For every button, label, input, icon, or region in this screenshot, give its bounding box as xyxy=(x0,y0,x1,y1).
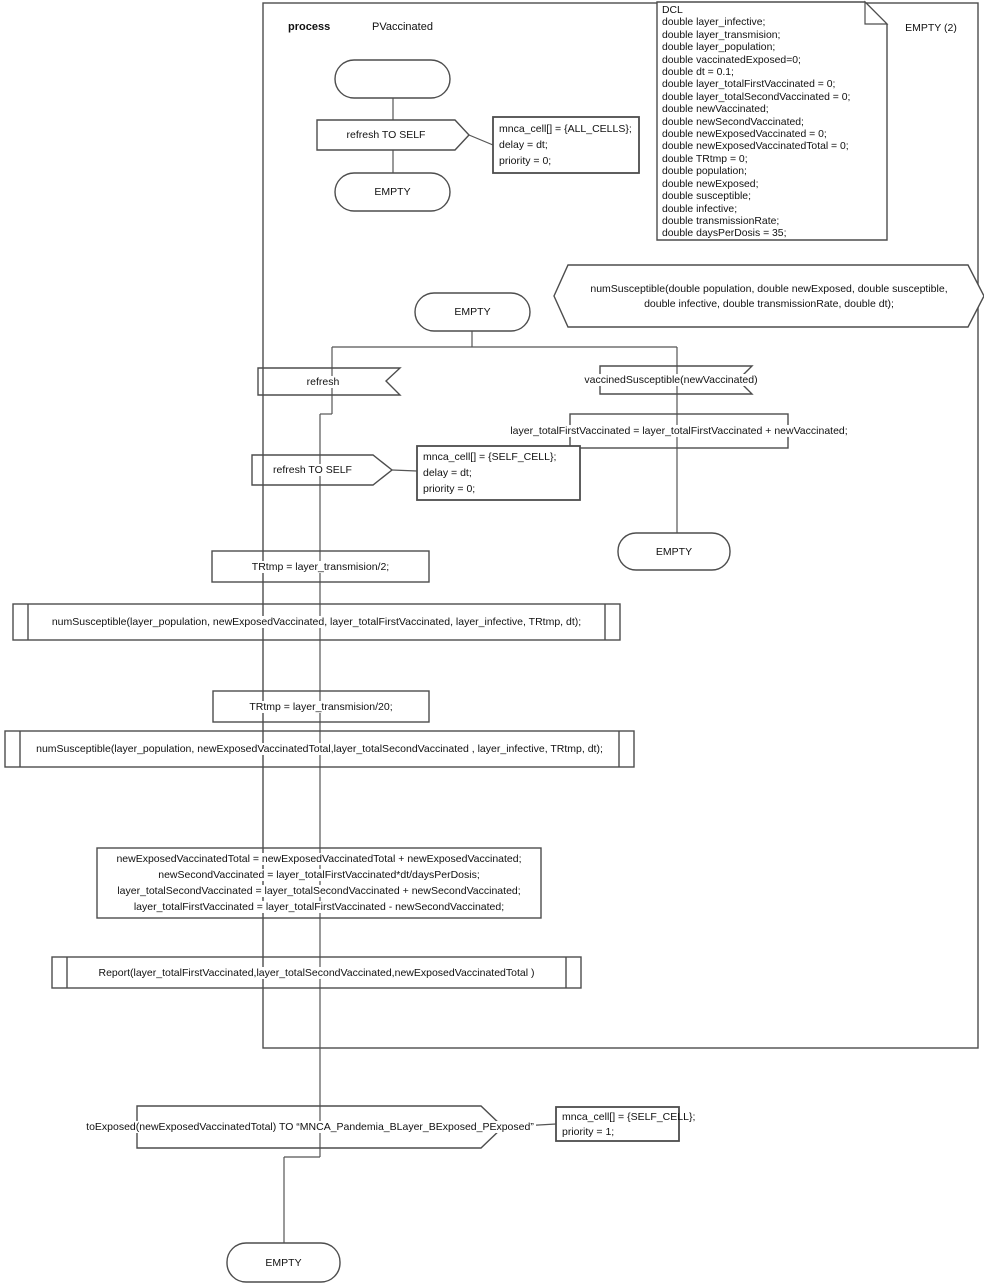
dcl-note xyxy=(662,5,882,241)
dcl-line: double layer_infective; xyxy=(662,17,766,29)
note-line: priority = 1; xyxy=(562,1126,615,1138)
dcl-line: double newSecondVaccinated; xyxy=(662,116,804,128)
receive-vaccined-text: vaccinedSusceptible(newVaccinated) xyxy=(584,374,758,386)
dcl-line: double transmissionRate; xyxy=(662,215,780,227)
dcl-line: double infective; xyxy=(662,203,738,215)
assign-trtmp-2-text: TRtmp = layer_transmision/20; xyxy=(249,700,393,713)
receive-vaccined-label xyxy=(566,366,776,394)
dcl-line: double newVaccinated; xyxy=(662,104,769,116)
call-report-text: Report(layer_totalFirstVaccinated,layer_totalSecondVaccinated,newExposedVaccinatedTotal ) xyxy=(98,966,535,979)
send-to-exposed-label xyxy=(70,1106,550,1148)
dcl-line: double population; xyxy=(662,166,747,178)
assign-block-line-1: newExposedVaccinatedTotal = newExposedVaccinatedTotal + newExposedVaccinated; xyxy=(116,853,522,865)
dcl-line: double daysPerDosis = 35; xyxy=(662,228,787,240)
process-keyword: process xyxy=(288,21,331,33)
send-refresh-self-2-text: refresh TO SELF xyxy=(273,464,352,476)
terminal-empty-right-label xyxy=(618,533,730,570)
assign-trtmp-2-label xyxy=(213,691,429,722)
dcl-line: DCL xyxy=(662,5,683,16)
send-refresh-self-1-label xyxy=(317,120,455,150)
dcl-line: double vaccinatedExposed=0; xyxy=(662,54,801,66)
terminal-empty-1-label xyxy=(335,173,450,211)
note-line: priority = 0; xyxy=(423,483,476,495)
note-line: mnca_cell[] = {SELF_CELL}; xyxy=(423,451,557,463)
receive-refresh-label xyxy=(258,368,388,395)
connector-send1-to-note1 xyxy=(469,135,493,145)
receive-refresh-text: refresh xyxy=(306,375,340,388)
assign-trtmp-1-text: TRtmp = layer_transmision/2; xyxy=(251,560,390,573)
assign-new-vaccinated-label xyxy=(510,414,848,448)
call-numsusceptible-2-label xyxy=(5,731,634,767)
terminal-empty-right-text: EMPTY xyxy=(655,545,693,558)
start-terminal-shape xyxy=(335,60,450,98)
send-refresh-self-2-label xyxy=(252,455,373,485)
note-selfcell-1 xyxy=(423,449,573,497)
assign-block-line-4: layer_totalFirstVaccinated = layer_totalFirstVaccinated - newSecondVaccinated; xyxy=(133,901,505,913)
hexagon-line-1: numSusceptible(double population, double newExposed, double susceptible, xyxy=(590,283,948,295)
hexagon-line-2: double infective, double transmissionRate, double dt); xyxy=(644,298,894,310)
dcl-line: double newExposedVaccinated = 0; xyxy=(662,129,827,141)
terminal-empty-1-text: EMPTY xyxy=(374,186,411,198)
call-numsusceptible-1-text: numSusceptible(layer_population, newExposedVaccinated, layer_totalFirstVaccinated, layer_infective, TRtmp, dt); xyxy=(51,616,582,628)
dcl-line: double layer_totalSecondVaccinated = 0; xyxy=(662,91,851,103)
call-numsusceptible-2-text: numSusceptible(layer_population, newExposedVaccinatedTotal,layer_totalSecondVaccinated , layer_infective, TRtmp, dt); xyxy=(36,743,603,755)
dcl-line: double layer_population; xyxy=(662,42,776,54)
note-line: priority = 0; xyxy=(499,155,552,167)
note-allcells xyxy=(499,121,635,169)
note-line: mnca_cell[] = {SELF_CELL}; xyxy=(562,1111,696,1123)
dcl-line: double layer_totalFirstVaccinated = 0; xyxy=(662,79,836,91)
empty-count-label xyxy=(896,20,966,36)
call-numsusceptible-1-label xyxy=(13,604,620,640)
note-line: delay = dt; xyxy=(499,139,548,151)
process-name: PVaccinated xyxy=(372,21,433,33)
send-to-exposed-text: toExposed(newExposedVaccinatedTotal) TO “MNCA_Pandemia_BLayer_BExposed_PExposed” xyxy=(86,1121,534,1133)
terminal-empty-2-text: EMPTY xyxy=(454,306,491,318)
terminal-empty-end-text: EMPTY xyxy=(265,1256,302,1269)
note-line: delay = dt; xyxy=(423,467,472,479)
function-declaration-label xyxy=(554,282,984,312)
dcl-line: double layer_transmision; xyxy=(662,29,781,41)
assign-block-line-3: layer_totalSecondVaccinated = layer_totalSecondVaccinated + newSecondVaccinated; xyxy=(117,885,521,897)
dcl-line: double TRtmp = 0; xyxy=(662,153,748,165)
note-line: mnca_cell[] = {ALL_CELLS}; xyxy=(499,123,632,135)
assign-block-line-2: newSecondVaccinated = layer_totalFirstVaccinated*dt/daysPerDosis; xyxy=(158,869,480,881)
dcl-line: double dt = 0.1; xyxy=(662,67,734,79)
dcl-line: double susceptible; xyxy=(662,191,751,203)
send-refresh-self-1-text: refresh TO SELF xyxy=(346,129,426,141)
call-report-label xyxy=(52,957,581,988)
assign-new-vaccinated-text: layer_totalFirstVaccinated = layer_totalFirstVaccinated + newVaccinated; xyxy=(510,425,848,437)
connector-send2-to-note2 xyxy=(392,470,417,471)
note-selfcell-2 xyxy=(562,1110,696,1140)
terminal-empty-end-label xyxy=(227,1243,340,1282)
dcl-line: double newExposedVaccinatedTotal = 0; xyxy=(662,141,849,153)
assign-block-label xyxy=(97,851,541,915)
assign-trtmp-1-label xyxy=(212,551,429,582)
dcl-line: double newExposed; xyxy=(662,178,759,190)
terminal-empty-2-label xyxy=(415,293,530,331)
empty-count-text: EMPTY (2) xyxy=(905,22,957,34)
